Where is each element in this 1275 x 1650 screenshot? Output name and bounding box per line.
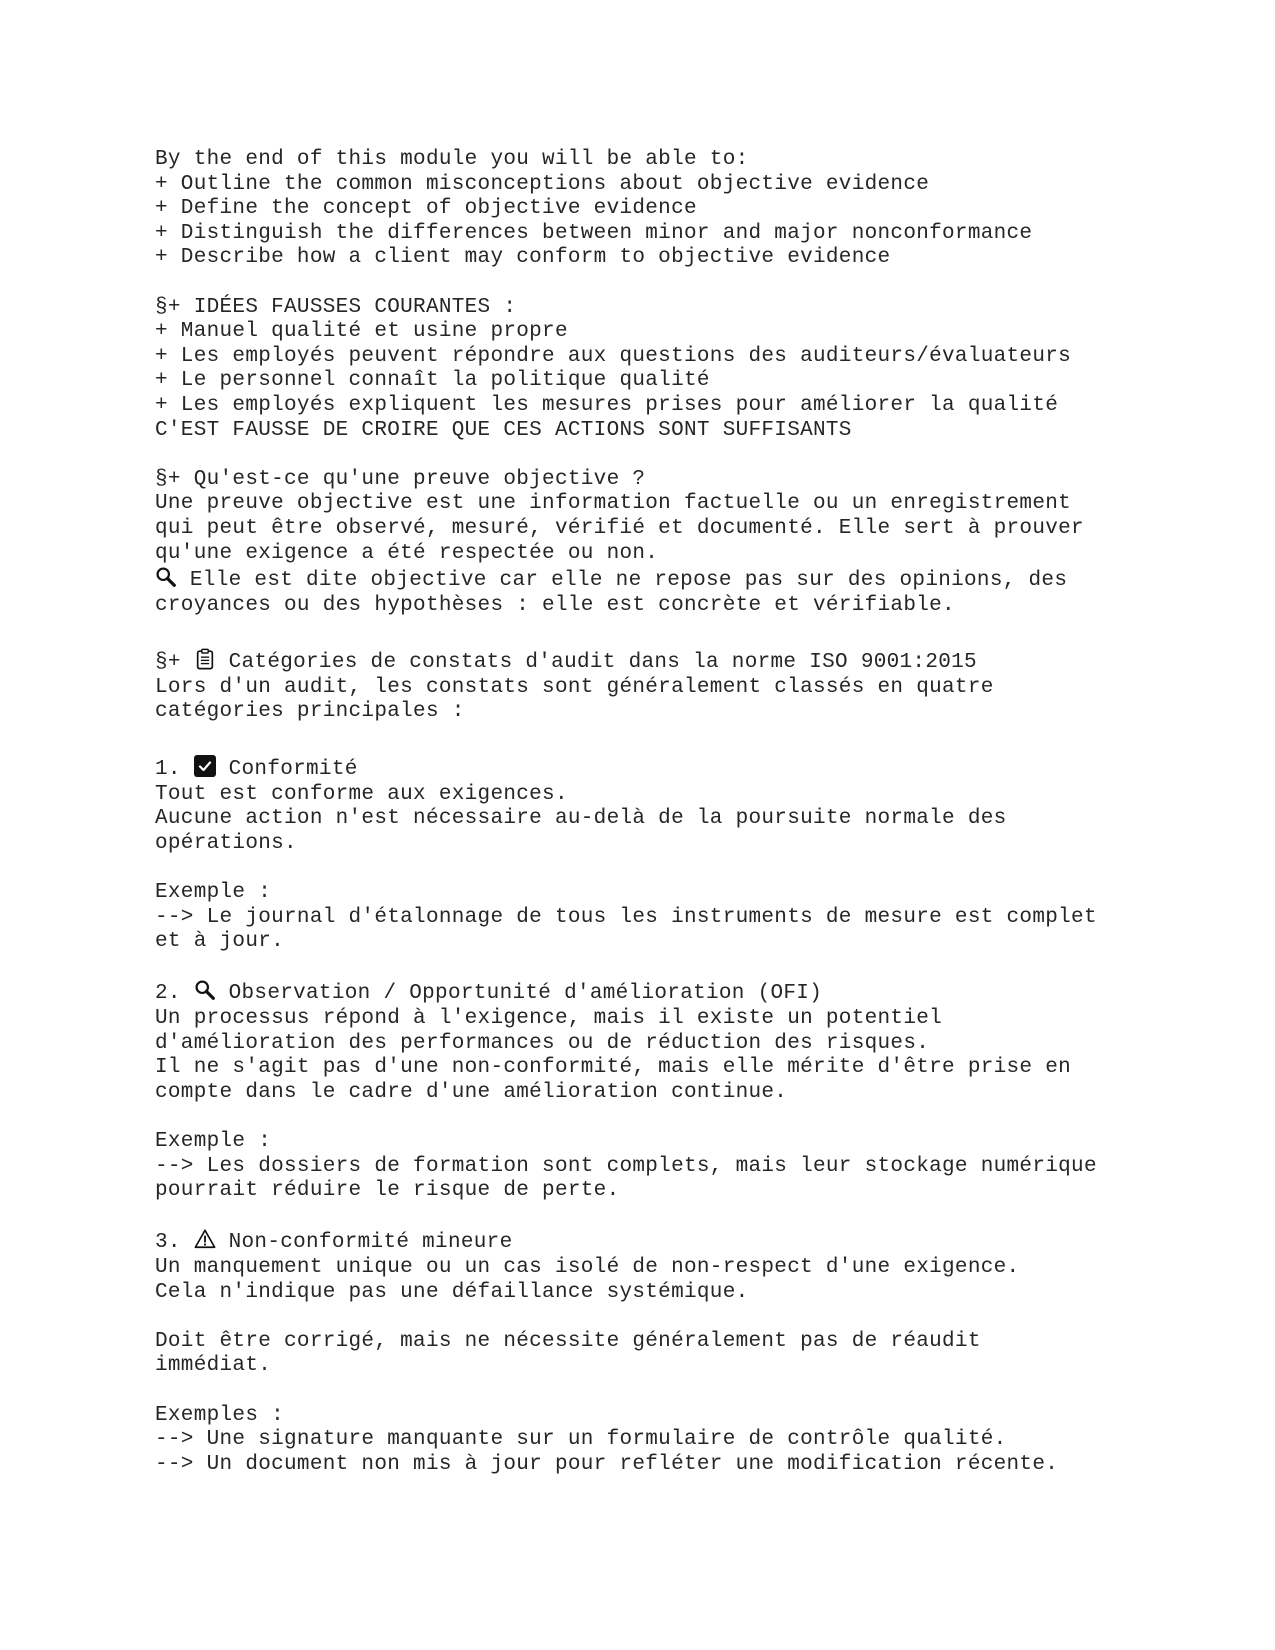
spacer <box>155 856 1235 881</box>
magnifier-icon <box>194 979 216 1001</box>
category-text: Aucune action n'est nécessaire au-delà de la poursuite normale des <box>155 807 1007 831</box>
spacer <box>155 443 1235 468</box>
definition-text: qu'une exigence a été respectée ou non. <box>155 541 659 565</box>
definition-note-text: Elle est dite objective car elle ne repose pas sur des opinions, des <box>177 569 1068 593</box>
categories-heading <box>155 648 1235 676</box>
category-text: opérations. <box>155 831 297 855</box>
category-title <box>155 1228 1235 1256</box>
category-number: 2. <box>155 982 194 1006</box>
category-conformity <box>155 755 1235 955</box>
misconception-item: + Les employés peuvent répondre aux questions des auditeurs/évaluateurs <box>155 344 1072 368</box>
check-box-icon <box>194 755 216 777</box>
warning-icon <box>194 1228 216 1250</box>
misconception-item: + Manuel qualité et usine propre <box>155 320 568 344</box>
spacer <box>155 1379 1235 1404</box>
categories-heading-prefix: §+ <box>155 651 194 675</box>
magnifier-icon <box>155 566 177 588</box>
objectives-section <box>155 148 1235 271</box>
document-page <box>155 148 1235 1477</box>
spacer <box>155 725 1235 755</box>
category-title-text: Non-conformité mineure <box>215 1231 513 1255</box>
definition-heading: §+ Qu'est-ce qu'une preuve objective ? <box>155 467 646 491</box>
objective-item: + Distinguish the differences between minor and major nonconformance <box>155 221 1033 245</box>
category-text: Tout est conforme aux exigences. <box>155 782 568 806</box>
definition-section <box>155 468 1235 619</box>
objectives-heading: By the end of this module you will be able to: <box>155 148 749 171</box>
spacer <box>155 618 1235 648</box>
spacer <box>155 1105 1235 1130</box>
example-text: pourrait réduire le risque de perte. <box>155 1179 620 1203</box>
category-number: 3. <box>155 1231 194 1255</box>
misconception-item: + Le personnel connaît la politique qualité <box>155 369 710 393</box>
misconception-item: + Les employés expliquent les mesures prises pour améliorer la qualité <box>155 393 1059 417</box>
spacer <box>155 955 1235 980</box>
definition-note-text: croyances ou des hypothèses : elle est concrète et vérifiable. <box>155 593 955 617</box>
category-minor-nonconformity <box>155 1228 1235 1477</box>
category-title <box>155 979 1235 1007</box>
example-label: Exemple : <box>155 881 272 905</box>
category-text: immédiat. <box>155 1354 272 1378</box>
category-title <box>155 755 1235 783</box>
objective-item: + Define the concept of objective evidence <box>155 197 697 221</box>
category-number: 1. <box>155 758 194 782</box>
definition-note <box>155 566 1235 594</box>
category-text: Il ne s'agit pas d'une non-conformité, mais elle mérite d'être prise en <box>155 1056 1072 1080</box>
category-text: compte dans le cadre d'une amélioration continue. <box>155 1080 788 1104</box>
definition-text: qui peut être observé, mesuré, vérifié et documenté. Elle sert à prouver <box>155 516 1084 540</box>
category-title-text: Conformité <box>215 758 358 782</box>
category-text: Doit être corrigé, mais ne nécessite généralement pas de réaudit <box>155 1329 981 1353</box>
objective-item: + Outline the common misconceptions about objective evidence <box>155 172 930 196</box>
categories-section <box>155 648 1235 725</box>
category-text: Cela n'indique pas une défaillance systémique. <box>155 1280 749 1304</box>
category-observation <box>155 979 1235 1203</box>
example-label: Exemple : <box>155 1129 272 1153</box>
misconceptions-conclusion: C'EST FAUSSE DE CROIRE QUE CES ACTIONS SONT SUFFISANTS <box>155 418 852 442</box>
categories-intro: catégories principales : <box>155 700 465 724</box>
category-text: d'amélioration des performances ou de réduction des risques. <box>155 1031 930 1055</box>
example-text: --> Les dossiers de formation sont complets, mais leur stockage numérique <box>155 1154 1097 1178</box>
category-text: Un processus répond à l'exigence, mais il existe un potentiel <box>155 1007 943 1030</box>
example-text: --> Une signature manquante sur un formulaire de contrôle qualité. <box>155 1428 1007 1452</box>
category-text: Un manquement unique ou un cas isolé de non-respect d'une exigence. <box>155 1255 1020 1279</box>
spacer <box>155 1204 1235 1229</box>
example-text: et à jour. <box>155 930 285 954</box>
example-text: --> Un document non mis à jour pour refléter une modification récente. <box>155 1452 1059 1476</box>
example-label: Exemples : <box>155 1403 285 1427</box>
spacer <box>155 271 1235 296</box>
categories-intro: Lors d'un audit, les constats sont généralement classés en quatre <box>155 675 994 699</box>
misconceptions-heading: §+ IDÉES FAUSSES COURANTES : <box>155 295 517 319</box>
category-title-text: Observation / Opportunité d'amélioration (OFI) <box>215 982 823 1006</box>
clipboard-icon <box>194 648 216 670</box>
misconceptions-section <box>155 296 1235 444</box>
categories-heading-text: Catégories de constats d'audit dans la norme ISO 9001:2015 <box>215 651 977 675</box>
objective-item: + Describe how a client may conform to objective evidence <box>155 246 891 270</box>
spacer <box>155 1305 1235 1330</box>
example-text: --> Le journal d'étalonnage de tous les instruments de mesure est complet <box>155 905 1097 929</box>
definition-text: Une preuve objective est une information factuelle ou un enregistrement <box>155 492 1072 516</box>
